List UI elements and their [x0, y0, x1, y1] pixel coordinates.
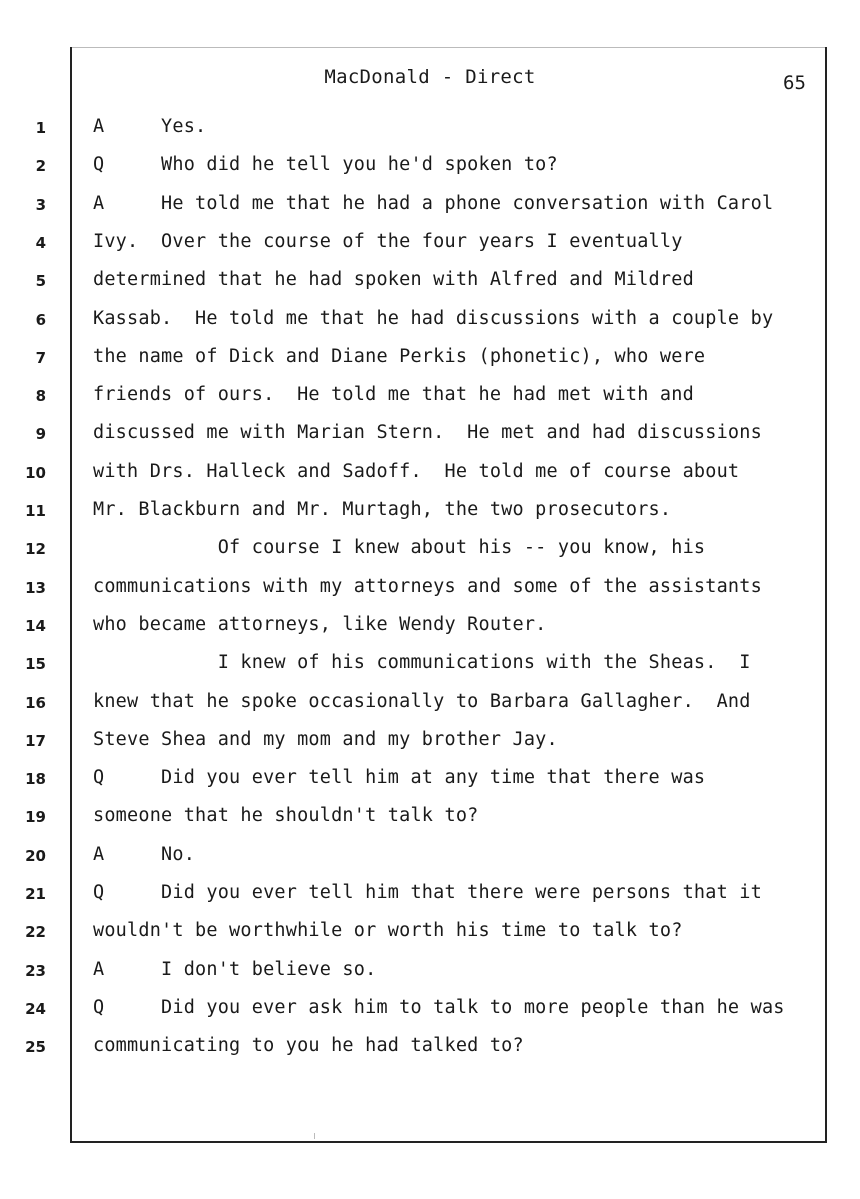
line-number: 18 — [25, 770, 46, 788]
line-number: 20 — [25, 847, 46, 865]
transcript-line: A He told me that he had a phone conversation with Carol — [93, 193, 774, 214]
transcript-line: communicating to you he had talked to? — [93, 1035, 524, 1056]
transcript-line: communications with my attorneys and some of the assistants — [93, 576, 762, 597]
line-number: 21 — [25, 885, 46, 903]
line-number: 16 — [25, 694, 46, 712]
transcript-line: discussed me with Marian Stern. He met and had discussions — [93, 422, 762, 443]
page-number: 65 — [783, 72, 806, 94]
line-number: 1 — [35, 119, 46, 137]
line-number: 15 — [25, 655, 46, 673]
scan-artifact — [314, 1133, 318, 1139]
transcript-line: Kassab. He told me that he had discussions with a couple by — [93, 308, 774, 329]
transcript-line: determined that he had spoken with Alfred and Mildred — [93, 269, 694, 290]
transcript-line: Q Did you ever tell him at any time that there was — [93, 767, 706, 788]
line-number: 4 — [35, 234, 46, 252]
page-header-title: MacDonald - Direct — [324, 66, 536, 88]
line-number: 19 — [25, 808, 46, 826]
transcript-line: A I don't believe so. — [93, 959, 377, 980]
line-number: 2 — [35, 157, 46, 175]
transcript-line: Steve Shea and my mom and my brother Jay. — [93, 729, 558, 750]
transcript-line: Of course I knew about his -- you know, his — [93, 537, 706, 558]
line-number: 22 — [25, 923, 46, 941]
transcript-line: Mr. Blackburn and Mr. Murtagh, the two prosecutors. — [93, 499, 672, 520]
line-number: 11 — [25, 502, 46, 520]
transcript-line: Ivy. Over the course of the four years I eventually — [93, 231, 683, 252]
line-number: 23 — [25, 962, 46, 980]
line-number: 25 — [25, 1038, 46, 1056]
line-number: 10 — [25, 464, 46, 482]
transcript-line: with Drs. Halleck and Sadoff. He told me of course about — [93, 461, 740, 482]
line-number: 8 — [35, 387, 46, 405]
line-number: 5 — [35, 272, 46, 290]
line-number: 13 — [25, 579, 46, 597]
transcript-line: I knew of his communications with the Sheas. I — [93, 652, 751, 673]
line-number: 17 — [25, 732, 46, 750]
line-number: 24 — [25, 1000, 46, 1018]
transcript-line: who became attorneys, like Wendy Router. — [93, 614, 547, 635]
line-number: 6 — [35, 311, 46, 329]
line-number: 14 — [25, 617, 46, 635]
transcript-line: knew that he spoke occasionally to Barbara Gallagher. And — [93, 691, 751, 712]
transcript-line: A No. — [93, 844, 196, 865]
transcript-line: Q Did you ever ask him to talk to more people than he was — [93, 997, 785, 1018]
transcript-line: A Yes. — [93, 116, 207, 137]
transcript-line: someone that he shouldn't talk to? — [93, 805, 479, 826]
transcript-line: Q Who did he tell you he'd spoken to? — [93, 154, 558, 175]
line-number: 3 — [35, 196, 46, 214]
transcript-line: wouldn't be worthwhile or worth his time to talk to? — [93, 920, 683, 941]
line-number: 9 — [35, 425, 46, 443]
line-number: 12 — [25, 540, 46, 558]
line-number: 7 — [35, 349, 46, 367]
transcript-line: Q Did you ever tell him that there were persons that it — [93, 882, 762, 903]
transcript-line: the name of Dick and Diane Perkis (phonetic), who were — [93, 346, 706, 367]
transcript-line: friends of ours. He told me that he had met with and — [93, 384, 694, 405]
